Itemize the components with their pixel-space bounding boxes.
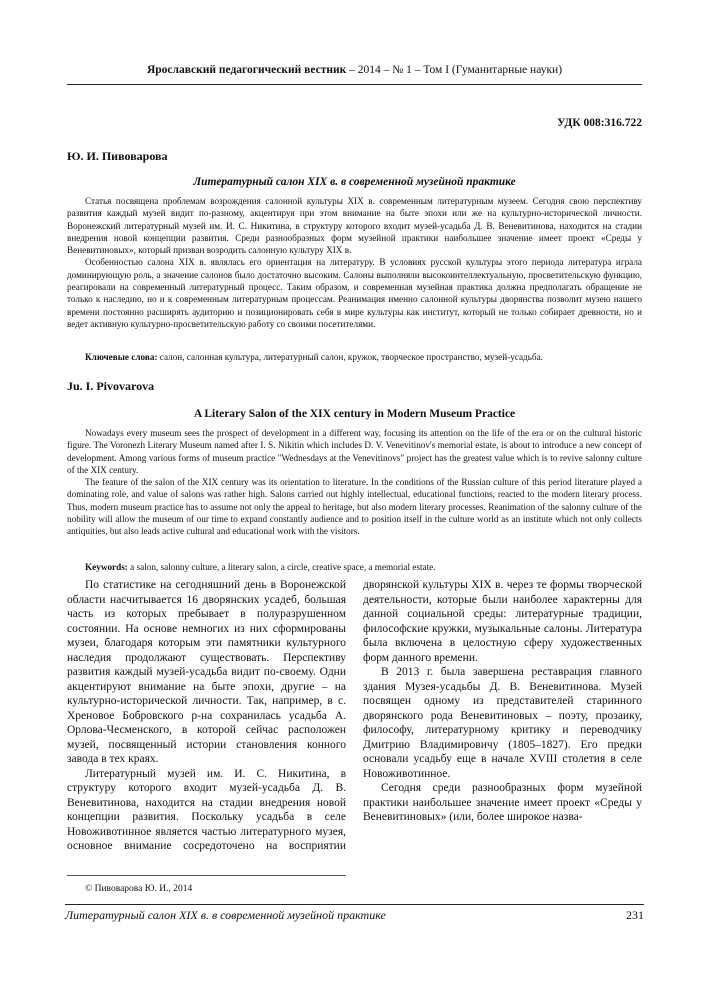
journal-name: Ярославский педагогический вестник [146,64,347,76]
abstract-ru [67,195,642,330]
abstract-en [67,427,642,538]
body-paragraph: Литературный музей им. И. С. Никитина, в структуру которого входит музей-усадьба Д. В. Веневитинова, находится на стадии внедрения новой концепции развития. Поскольку усадьба в селе Новоживотинное является частью литературного музея, основное внимание сосредоточено на восприятии дворянской культуры XIX в. через те формы творческой деятельности, которые были наиболее характерны для данной социальной среды: литературные традиции, философские кружки, музыкальные салоны. Литература была включена в целостную сферу художественных форм данного времени. [67,579,642,852]
running-title: Литературный салон XIX в. в современной музейной практике [65,908,386,922]
title-en: A Literary Salon of the XIX century in Modern Museum Practice [193,408,516,420]
abstract-ru-paragraph: Статья посвящена проблемам возрождения салонной культуры XIX в. современным литературным музеем. Сегодня свою перспективу развития каждый музей видит по-разному, акцентируя при этом внимание на быте эпохи или же на культурно-исторической личности. Воронежский литературный музей им. И. С. Никитина, в структуру которого входит музей-усадьба Д. В. Веневитинова, находится на стадии внедрения новой концепции развития. Среди разнообразных форм музейной практики наибольшее значение имеет проект «Среды у Веневитиновых», который призван возродить салонную культуру XIX в. [67,196,642,256]
udc-code: УДК 008:316.722 [557,117,642,129]
author-ru: Ю. И. Пивоварова [67,149,168,163]
body-paragraph: По статистике на сегодняшний день в Воронежской области насчитывается 16 дворянских усадеб, большая часть из которых пребывает в полуразрушенном состоянии. На основе немногих из них сформированы музеи, благодаря которым эти памятники культурного наследия продолжают существовать. Перспективу развития каждый музей-усадьба видит по-своему. Одни акцентируют внимание на быте эпохи, другие – на культурно-исторической личности. Так, например, в с. Хреновое Бобровского р-на сохранилась усадьба А. Орлова-Чесменского, в которой сейчас расположен музей, посвященный истории становления конного завода в тех краях. [67,579,346,765]
body-paragraph: В 2013 г. была завершена реставрация главного здания Музея-усадьбы Д. В. Веневитинова. Музей посвящен одному из представителей старинного дворянского рода Веневитиновых – поэту, прозаику, философу, литературному критику и переводчику Дмитрию Владимировичу (1805–1827). Его предки основали усадьбу еще в начале XVIII столетия в селе Новоживотинное. [363,666,642,780]
article-page [67,0,642,1003]
keywords-ru [85,351,642,363]
keywords-en [85,561,642,573]
abstract-en-paragraph: Nowadays every museum sees the prospect of development in a different way, focusing its attention on the life of the era or on the cultural historic figure. The Voronezh Literary Museum named after I. S. Nikitin which includes D. V. Venevitinov's memorial estate, is about to introduce a new concept of development. Among various forms of museum practice "Wednesdays at the Venevitinovs" project has the greatest value which is to revive salonny culture of the XIX century. [67,428,642,475]
author-en: Ju. I. Pivovarova [67,379,155,393]
body-text [67,578,642,860]
journal-header [67,64,642,76]
title-ru: Литературный салон XIX в. в современной музейной практике [193,176,516,188]
footer-rule [65,904,644,905]
abstract-ru-paragraph: Особенностью салона XIX в. являлась его ориентация на литературу. В условиях русской культуры этого периода литература играла доминирующую роль, а значение салонов было достаточно высоким. Салоны выполняли высокоинтеллектуальную, просветительскую функцию, реагировали на современный литературный процесс. Таким образом, и современная музейная практика должна предполагать обращение не только к наследию, но и к современным литературным процессам. Реанимация именно салонной культуры дворянства позволит музею нашего времени постоянно расширять аудиторию и позиционировать себя в мире культуры как институт, который не только собирает древности, но и ведет активную культурно-просветительскую работу со своими посетителями. [67,257,642,329]
page-number: 231 [626,908,644,922]
journal-issue: – 2014 – № 1 – Том I (Гуманитарные науки) [346,64,563,76]
footnote-rule [67,875,346,876]
keywords-en-label: Keywords: [85,562,128,572]
keywords-en-list: a salon, salonny culture, a literary salon, a circle, creative space, a memorial estate. [127,562,436,572]
abstract-en-paragraph: The feature of the salon of the XIX century was its orientation to literature. In the conditions of the Russian culture of this period literature played a dominating role, and value of salons was rather high. Salons carried out highly intellectual, educational functions, reacted to the modern literary process. Thus, modern museum practice has to assume not only the appeal to heritage, but also modern literary processes. Reanimation of the salonny culture of the nobility will allow the museum of our time to expand constantly audience and to position itself in the culture world as an institute which not only collects antiquities, but also leads active cultural and educational work with the visitors. [67,477,642,537]
keywords-ru-label: Ключевые слова: [85,352,158,362]
keywords-ru-list: салон, салонная культура, литературный салон, кружок, творческое пространство, музей-усадьба. [157,352,543,362]
copyright-footnote: © Пивоварова Ю. И., 2014 [85,884,193,894]
header-rule [67,84,642,85]
body-paragraph: Сегодня среди разнообразных форм музейной практики наибольшее значение имеет проект «Среды у Веневитиновых» (или, более широкое назва- [363,782,642,823]
